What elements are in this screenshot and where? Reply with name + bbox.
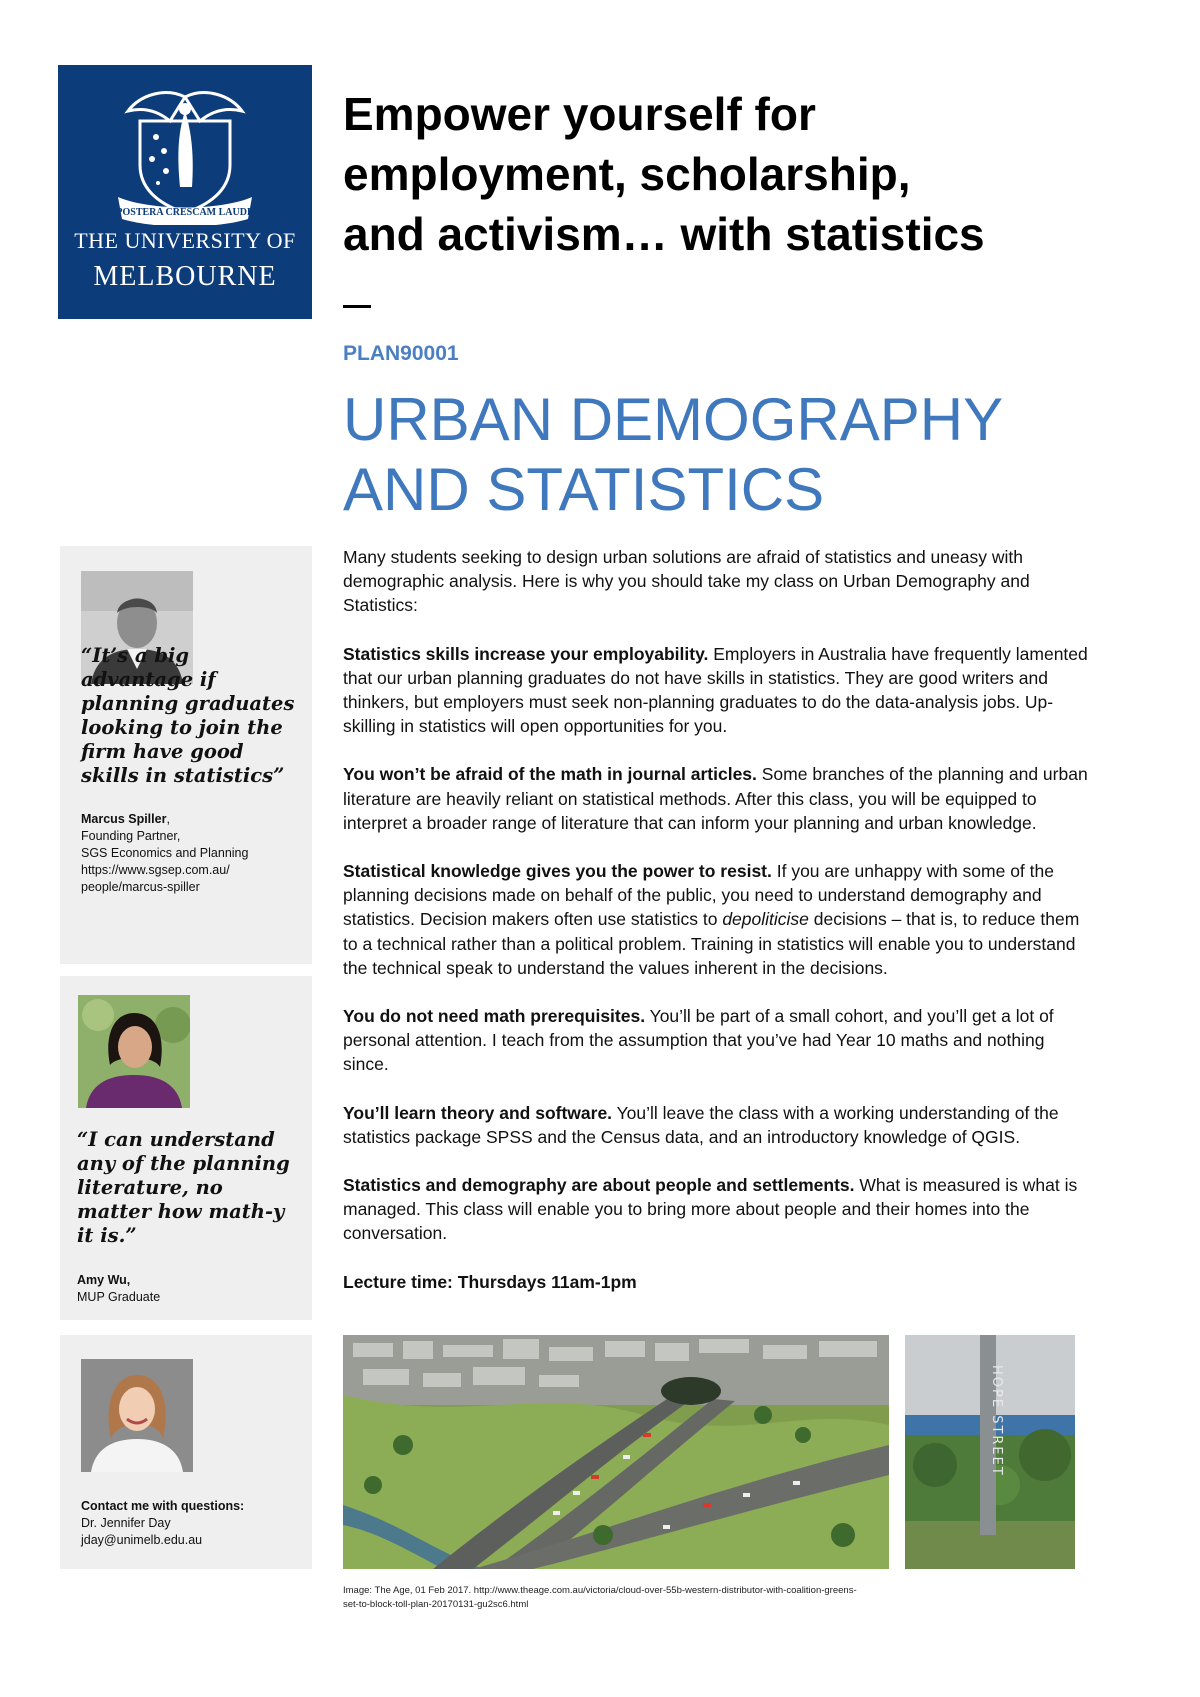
section-heading: You won’t be afraid of the math in journal articles. — [343, 764, 757, 785]
section-heading: Statistical knowledge gives you the power to resist. — [343, 861, 772, 882]
section-heading: Statistics and demography are about people and settlements. — [343, 1175, 855, 1196]
university-name-line2: MELBOURNE — [93, 261, 277, 292]
section-text: Employers in Australia have frequently lamented that our urban planning graduates do not have skills in statistics. They are good writers and thinkers, but employers must seek non-planning graduates to do the data-analysis jobs. Up-skilling in statistics will open opportunities for you. — [343, 643, 1088, 737]
attribution-line: Founding Partner, — [81, 829, 181, 843]
course-title — [343, 385, 1143, 525]
crest-motto: POSTERA CRESCAM LAUDE — [116, 207, 254, 218]
headline — [343, 84, 1143, 264]
attribution-line: SGS Economics and Planning — [81, 846, 249, 860]
section-heading: Statistics skills increase your employability. — [343, 643, 709, 664]
section-text: decisions – that is, to reduce them to a technical rather than a political problem. Training in statistics will enable you to understand the technical speak to understand the values inherent in the decisions. — [343, 909, 1080, 978]
hope-street-sign-image — [905, 1335, 1075, 1569]
section-text: Some branches of the planning and urban literature are heavily reliant on statistical methods. After this class, you will be equipped to interpret a broader range of literature that can inform your planning and urban knowledge. — [343, 764, 1088, 833]
contact-name: Dr. Jennifer Day — [81, 1516, 171, 1530]
contact-card — [60, 1335, 312, 1569]
headline-line3: and activism… with statistics — [343, 208, 985, 260]
sign-text: HOPE STREET — [989, 1365, 1004, 1477]
attribution-line: https://www.sgsep.com.au/ — [81, 863, 230, 877]
testimonial-attribution — [81, 811, 301, 896]
section-people-settlements — [343, 1173, 1088, 1246]
attribution-line: people/marcus-spiller — [81, 880, 200, 894]
contact-heading: Contact me with questions: — [81, 1499, 245, 1513]
course-code: PLAN90001 — [343, 342, 459, 365]
university-logo — [58, 65, 312, 319]
university-name-line1: THE UNIVERSITY OF — [74, 228, 296, 253]
contact-details — [81, 1498, 301, 1549]
avatar — [81, 1359, 193, 1472]
image-caption: Image: The Age, 01 Feb 2017. http://www.theage.com.au/victoria/cloud-over-55b-western-distributor-with-coalition-greens-set-to-block-toll-plan-20170131-gu2sc6.html — [343, 1585, 857, 1610]
body-text — [343, 545, 1088, 1318]
contact-email[interactable]: jday@unimelb.edu.au — [81, 1533, 203, 1547]
section-journal-articles — [343, 762, 1088, 835]
testimonial-attribution — [77, 1272, 297, 1306]
section-text: You’ll be part of a small cohort, and you’ll get a lot of personal attention. I teach from the assumption that you’ve had Year 10 maths and nothing since. — [343, 1006, 1054, 1075]
section-heading: You’ll learn theory and software. — [343, 1102, 613, 1123]
section-prerequisites — [343, 1004, 1088, 1077]
section-text: What is measured is what is managed. This class will enable you to bring more about people and their homes into the conversation. — [343, 1175, 1078, 1244]
crest-icon — [110, 87, 260, 225]
section-text: You’ll leave the class with a working understanding of the statistics package SPSS and the Census data, and an introductory knowledge of QGIS. — [343, 1102, 1059, 1147]
avatar — [78, 995, 190, 1108]
course-title-line2: AND STATISTICS — [343, 456, 825, 523]
testimonial-card-amy — [60, 976, 312, 1320]
section-heading: You do not need math prerequisites. — [343, 1006, 646, 1027]
section-employability — [343, 642, 1088, 739]
testimonial-card-marcus — [60, 546, 312, 964]
section-text-emphasis: depoliticise — [722, 909, 809, 930]
section-text: If you are unhappy with some of the planning decisions made on behalf of the public, you need to understand demography and statistics. Decision makers often use statistics to — [343, 861, 1054, 930]
testimonial-quote: “I can understand any of the planning literature, no matter how math-y it is.” — [77, 1128, 290, 1247]
divider-dash — [343, 305, 371, 308]
name-suffix: , — [166, 812, 170, 826]
testimonial-name: Marcus Spiller — [81, 812, 167, 826]
headline-line1: Empower yourself for — [343, 88, 816, 140]
testimonial-quote: “It’s a big advantage if planning graduates looking to join the firm have good skills in statistics” — [81, 644, 295, 787]
course-title-line1: URBAN DEMOGRAPHY — [343, 386, 1004, 453]
lecture-time — [343, 1270, 1088, 1294]
lecture-time-label: Lecture time: Thursdays 11am-1pm — [343, 1271, 637, 1292]
intro-paragraph: Many students seeking to design urban solutions are afraid of statistics and uneasy with demographic analysis. Here is why you should take my class on Urban Demography and Statistics: — [343, 547, 1030, 616]
attribution-line: MUP Graduate — [77, 1290, 161, 1304]
section-theory-software — [343, 1101, 1088, 1149]
section-power-to-resist — [343, 859, 1088, 980]
testimonial-name: Amy Wu, — [77, 1273, 131, 1287]
headline-line2: employment, scholarship, — [343, 148, 911, 200]
freeway-aerial-image — [343, 1335, 889, 1569]
